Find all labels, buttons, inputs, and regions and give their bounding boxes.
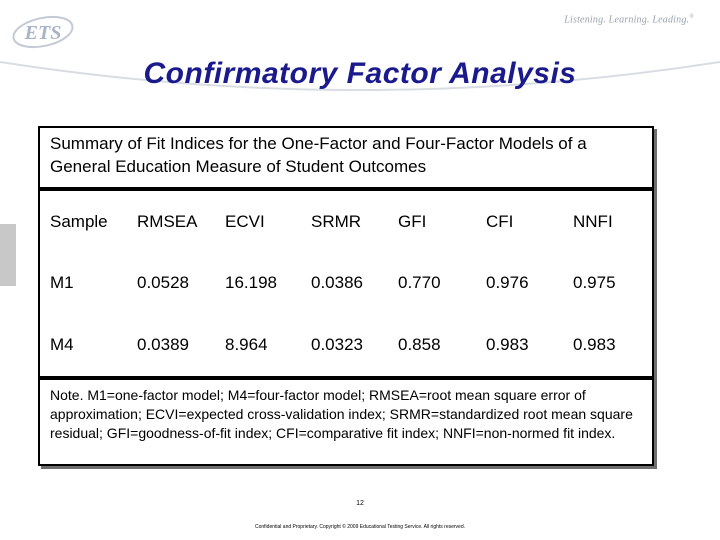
table-cell: 0.983: [573, 335, 616, 355]
header-cell: Sample: [50, 211, 108, 231]
table-caption: Summary of Fit Indices for the One-Factor and Four-Factor Models of a General Education Measure of Student Outcomes: [50, 134, 587, 176]
header-cell: GFI: [398, 211, 427, 231]
table-cell: 0.0323: [311, 335, 363, 355]
table-cell: 0.983: [486, 335, 529, 355]
logo-text: ETS: [24, 22, 62, 44]
fit-indices-table: [40, 191, 652, 376]
table-row: [40, 314, 652, 376]
table-caption-box: [38, 126, 654, 189]
table-cell: 0.858: [398, 335, 441, 355]
ets-logo: [10, 14, 76, 50]
tagline: [564, 14, 694, 25]
table-cell: 0.976: [486, 273, 529, 293]
table-row: [40, 253, 652, 315]
table-cell: 0.975: [573, 273, 616, 293]
header-cell: RMSEA: [137, 211, 198, 231]
table-cell: M1: [50, 273, 74, 293]
fit-indices-table-box: [38, 189, 654, 378]
tagline-registered-mark: ®: [689, 14, 694, 20]
table-header-row: [40, 191, 652, 253]
side-tab: [0, 224, 16, 286]
table-cell: 0.0389: [137, 335, 189, 355]
table-note-box: [38, 378, 654, 466]
table-cell: 8.964: [225, 335, 268, 355]
header-cell: SRMR: [311, 211, 362, 231]
tagline-text: Listening. Learning. Leading.: [564, 14, 690, 26]
copyright-footer: Confidential and Proprietary. Copyright © 2009 Educational Testing Service. All rights reserved.: [255, 524, 465, 530]
header-cell: NNFI: [573, 211, 613, 231]
table-cell: 16.198: [225, 273, 277, 293]
table-note: Note. M1=one-factor model; M4=four-factor model; RMSEA=root mean square error of approximation; ECVI=expected cross-validation index; SRMR=standardized root mean square residual; GFI=goodness-of-fit index; CFI=comparative fit index; NNFI=non-normed fit index.: [50, 387, 633, 441]
table-cell: M4: [50, 335, 74, 355]
page-number: 12: [356, 500, 364, 507]
header-cell: CFI: [486, 211, 514, 231]
table-cell: 0.0528: [137, 273, 189, 293]
table-cell: 0.770: [398, 273, 441, 293]
header-cell: ECVI: [225, 211, 265, 231]
slide-title: Confirmatory Factor Analysis: [143, 57, 577, 90]
table-cell: 0.0386: [311, 273, 363, 293]
